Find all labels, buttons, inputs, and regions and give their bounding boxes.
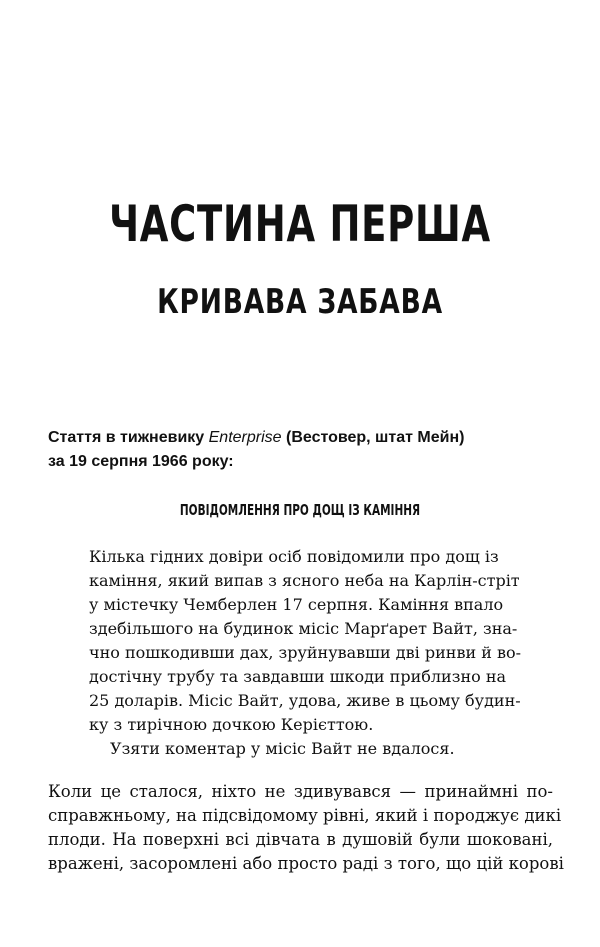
article-date-line: за 19 серпня 1966 року: [48,453,234,470]
quote-line: Узяти коментар у місіс Вайт не вдалося. [110,739,455,758]
body-line: Коли це сталося, ніхто не здивувався — принаймні по- [48,782,553,801]
article-source-line [48,426,568,450]
part-subtitle: КРИВАВА ЗАБАВА [157,282,443,322]
part-title: ЧАСТИНА ПЕРША [109,195,491,253]
newspaper-name: Enterprise [208,429,282,446]
quote-line: чно пошкодивши дах, зруйнувавши дві ринви й во- [89,643,521,662]
article-headline: ПОВІДОМЛЕННЯ ПРО ДОЩ ІЗ КАМІННЯ [179,501,421,519]
quote-line: каміння, який випав з ясного неба на Карлін-стріт [89,571,520,590]
quote-line: здебільшого на будинок місіс Марґарет Вайт, зна- [89,619,518,638]
quote-line: достічну трубу та завдавши шкоди приблизно на [89,667,507,686]
body-line: вражені, засоромлені або просто раді з того, що цій корові [48,854,564,873]
quote-line: 25 доларів. Місіс Вайт, удова, живе в цьому будин- [89,691,521,710]
quote-line: Кілька гідних довіри осіб повідомили про дощ із [89,547,499,566]
source-text-prefix: Стаття в тижневику [48,429,209,446]
body-line: плоди. На поверхні всі дівчата в душовій були шоковані, [48,830,553,849]
source-text-suffix: (Вестовер, штат Мейн) [281,429,465,446]
quote-line: у містечку Чемберлен 17 серпня. Каміння впало [89,595,504,614]
body-line: справжньому, на підсвідомому рівні, який і породжує дикі [48,806,562,825]
quote-line: ку з тирічною дочкою Керієттою. [89,715,374,734]
